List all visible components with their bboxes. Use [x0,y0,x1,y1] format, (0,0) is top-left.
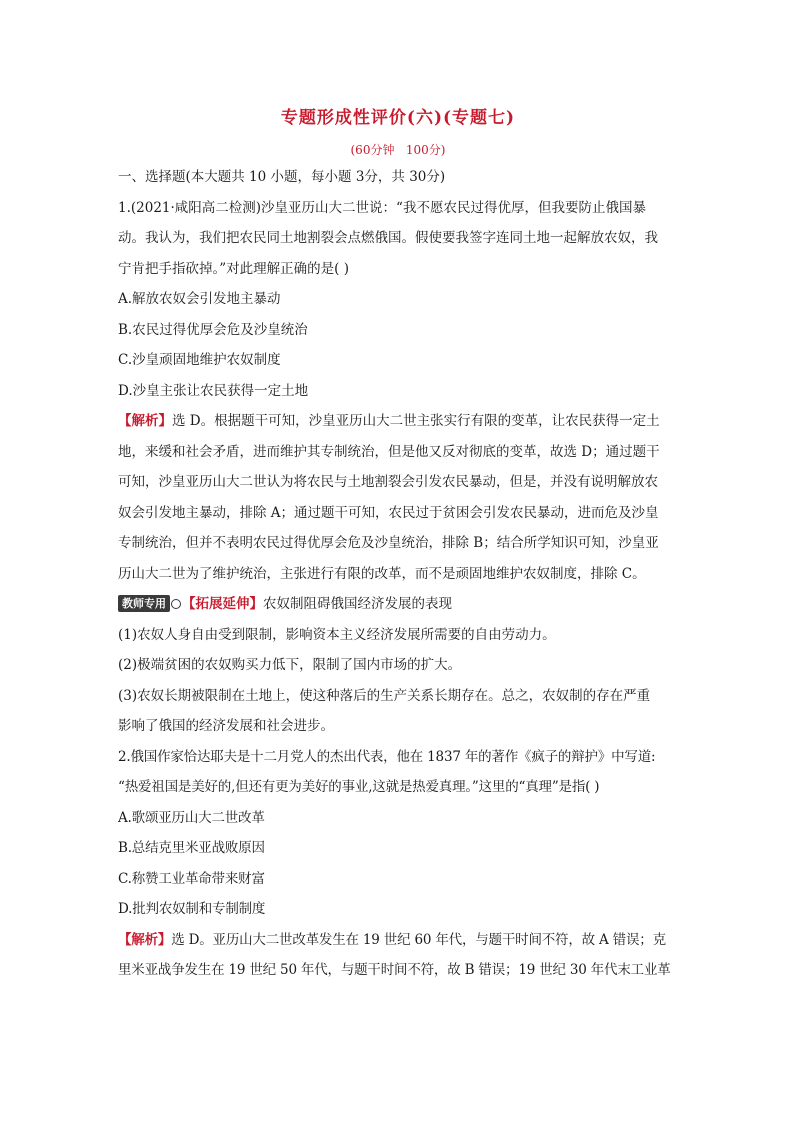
teacher-only-badge: 教师专用 [118,595,170,612]
analysis-tag: 【解析】 [118,413,172,429]
analysis-line: 里米亚战争发生在 19 世纪 50 年代，与题干时间不符，故 B 错误；19 世纪 30 年代末工业革 [118,962,671,978]
extension-line: 影响了俄国的经济发展和社会进步。 [118,718,334,734]
extension-tag: 【拓展延伸】 [182,596,263,612]
option-d: D.批判农奴制和专制制度 [118,901,266,917]
extension-line: (1)农奴人身自由受到限制，影响资本主义经济发展所需要的自由劳动力。 [118,626,556,643]
extension-heading-line [118,589,678,620]
analysis-line [118,406,678,437]
option-a: A.解放农奴会引发地主暴动 [118,291,281,307]
badge-dot-icon [171,599,181,609]
analysis-line: 历山大二世为了维护统治，主张进行有限的改革，而不是顽固地维护农奴制度，排除 C。 [118,565,646,582]
question-2 [118,742,678,986]
extension-block [118,589,678,742]
option-a: A.歌颂亚历山大二世改革 [118,809,265,826]
question-1 [118,193,678,590]
analysis-line: 地，来缓和社会矛盾，进而维护其专制统治，但是他又反对彻底的变革，故选 D；通过题干 [118,443,660,460]
analysis-text: 选 D。根据题干可知，沙皇亚历山大二世主张实行有限的变革，让农民获得一定土 [172,413,660,429]
option-b: B.农民过得优厚会危及沙皇统治 [118,321,308,338]
option-c: C.沙皇顽固地维护农奴制度 [118,352,281,368]
section-heading: 一、选择题(本大题共 10 小题，每小题 3分，共 30分) [118,169,446,185]
document-body [118,104,678,986]
question-stem-line: 2.俄国作家恰达耶夫是十二月党人的杰出代表，他在 1837 年的著作《疯子的辩护》中写道: [118,748,656,765]
question-stem-line: 宁肯把手指砍掉。”对此理解正确的是( ) [118,260,349,277]
question-stem-line: 1.(2021·咸阳高二检测)沙皇亚历山大二世说：“我不愿农民过得优厚，但我要防止俄国暴 [118,199,646,216]
question-stem-line: “热爱祖国是美好的,但还有更为美好的事业,这就是热爱真理。”这里的“真理”是指( ) [118,779,600,795]
analysis-line: 奴会引发地主暴动，排除 A；通过题干可知，农民过于贫困会引发农民暴动，进而危及沙皇 [118,504,659,521]
exam-duration-score: (60分钟 100分) [350,143,446,157]
analysis-line [118,925,678,956]
extension-heading: 农奴制阻碍俄国经济发展的表现 [263,596,452,612]
analysis-text: 选 D。亚历山大二世改革发生在 19 世纪 60 年代，与题干时间不符，故 A 错误；克 [171,931,666,948]
analysis-line: 可知，沙皇亚历山大二世认为将农民与土地割裂会引发农民暴动，但是，并没有说明解放农 [118,474,658,490]
extension-line: (3)农奴长期被限制在土地上，使这种落后的生产关系长期存在。总之，农奴制的存在严重 [118,687,651,704]
extension-line: (2)极端贫困的农奴购买力低下，限制了国内市场的扩大。 [118,657,462,673]
option-d: D.沙皇主张让农民获得一定土地 [118,382,309,399]
page-title: 专题形成性评价(六)(专题七) [280,108,516,128]
question-stem-line: 动。我认为，我们把农民同土地割裂会点燃俄国。假使要我签字连同土地一起解放农奴，我 [118,230,658,246]
option-c: C.称赞工业革命带来财富 [118,870,265,887]
analysis-line: 专制统治，但并不表明农民过得优厚会危及沙皇统治，排除 B；结合所学知识可知，沙皇亚 [118,535,659,551]
analysis-tag: 【解析】 [118,931,172,948]
option-b: B.总结克里米亚战败原因 [118,840,265,856]
